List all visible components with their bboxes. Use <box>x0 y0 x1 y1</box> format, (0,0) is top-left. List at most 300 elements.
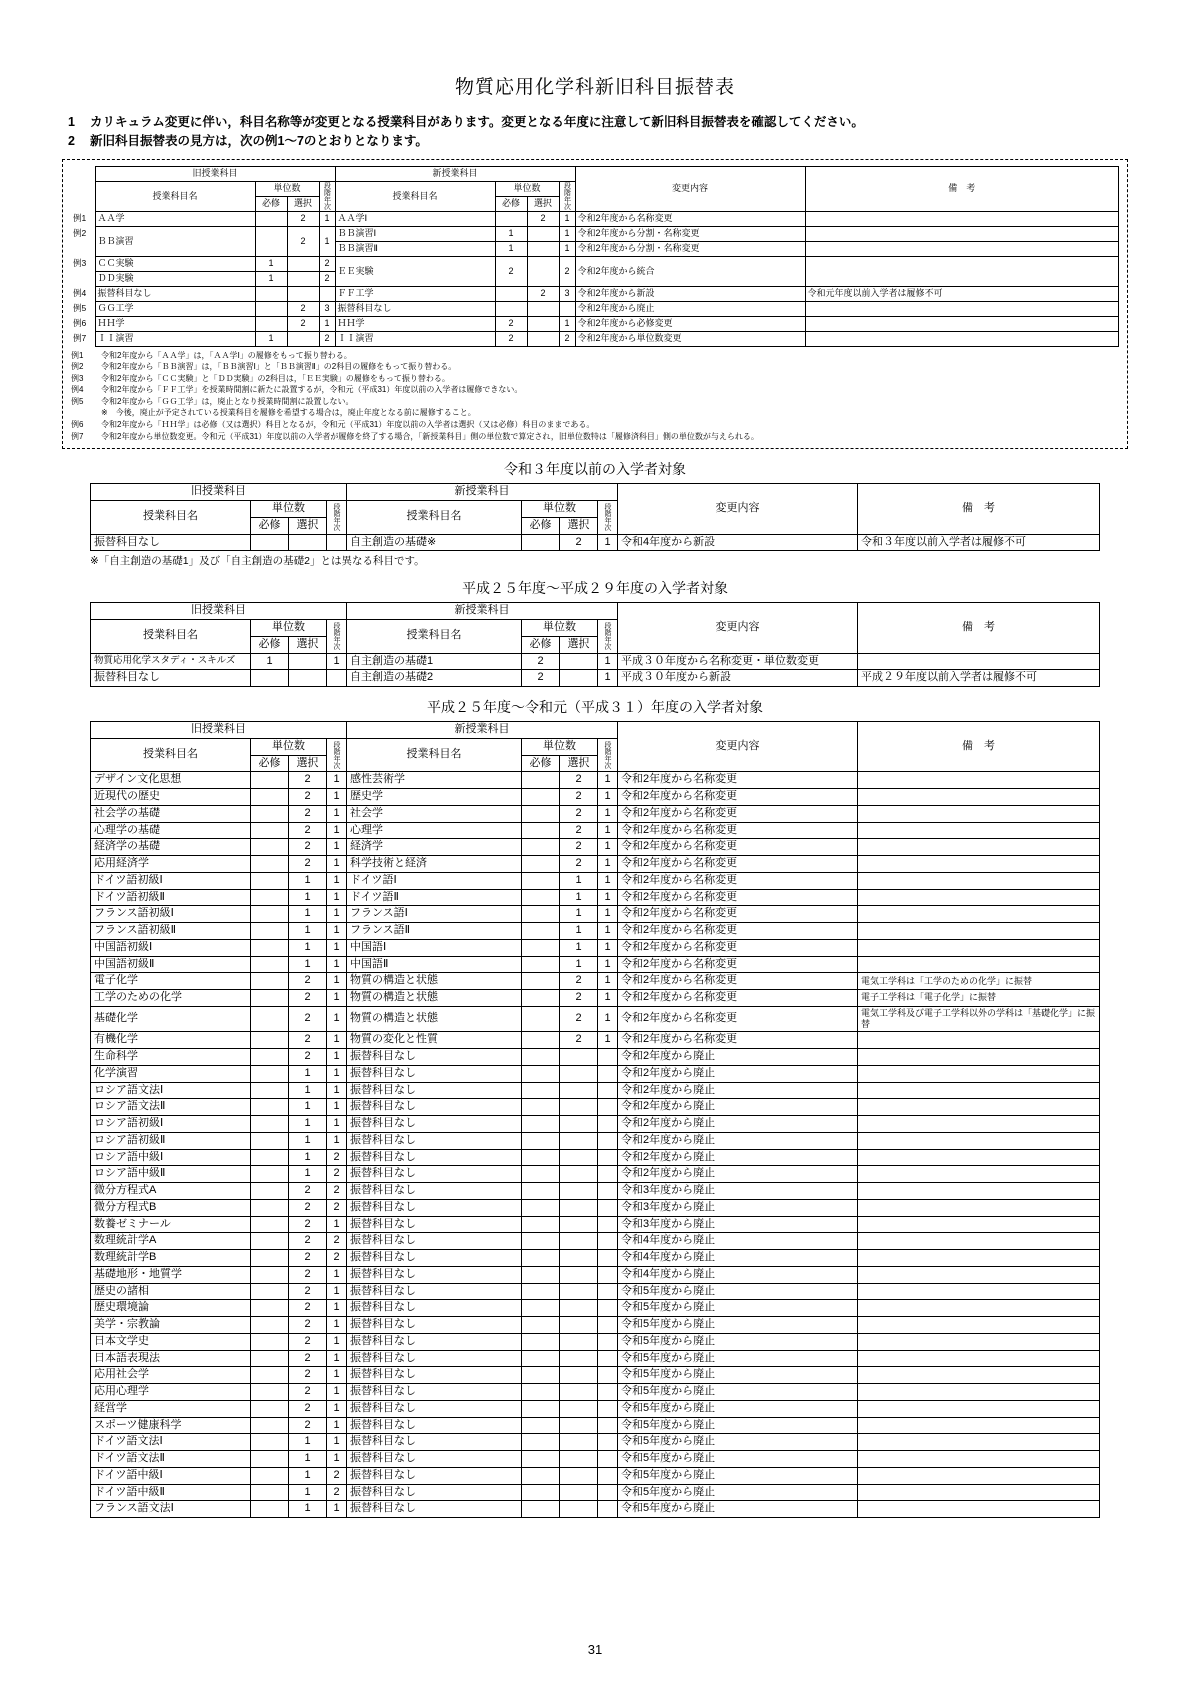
remarks <box>858 839 1100 856</box>
new-required: 2 <box>495 256 527 286</box>
new-elective: 2 <box>560 789 598 806</box>
old-subject-header: 授業科目名 <box>91 501 251 535</box>
new-required: 2 <box>495 316 527 331</box>
old-required <box>251 1166 289 1183</box>
remarks-header: 備 考 <box>858 484 1100 534</box>
new-required <box>522 889 560 906</box>
change-content: 令和2年度から廃止 <box>575 301 805 316</box>
new-subject: 振替科目なし <box>347 1216 522 1233</box>
old-elective: 1 <box>289 1116 327 1133</box>
old-subject: ＢＢ演習 <box>95 226 255 256</box>
change-content: 令和4年度から廃止 <box>618 1233 858 1250</box>
new-year <box>598 1400 618 1417</box>
new-year: 1 <box>598 939 618 956</box>
new-required <box>522 1367 560 1384</box>
old-required <box>251 1199 289 1216</box>
change-content: 令和2年度から必修変更 <box>575 316 805 331</box>
change-content: 令和3年度から廃止 <box>618 1199 858 1216</box>
old-subject: ＣＣ実験 <box>95 256 255 271</box>
new-required <box>522 1434 560 1451</box>
new-subject: 振替科目なし <box>347 1283 522 1300</box>
new-subject: 経済学 <box>347 839 522 856</box>
change-content: 令和2年度から廃止 <box>618 1065 858 1082</box>
example-label: 例3 <box>73 257 87 268</box>
new-elective: 2 <box>560 839 598 856</box>
new-year: 2 <box>559 331 575 346</box>
new-subject: 中国語Ⅱ <box>347 956 522 973</box>
new-elective <box>560 1049 598 1066</box>
note-item <box>68 113 1128 132</box>
old-elective: 2 <box>289 1400 327 1417</box>
new-elective <box>527 241 559 256</box>
new-year <box>598 1317 618 1334</box>
new-required <box>522 1082 560 1099</box>
old-elective: 2 <box>289 822 327 839</box>
remarks <box>858 1049 1100 1066</box>
old-required <box>251 939 289 956</box>
new-required <box>522 1149 560 1166</box>
old-elective: 2 <box>289 1216 327 1233</box>
old-elective: 2 <box>289 772 327 789</box>
new-subject: 心理学 <box>347 822 522 839</box>
new-required <box>522 1417 560 1434</box>
new-required <box>522 1032 560 1049</box>
new-year: 1 <box>598 789 618 806</box>
table-row <box>71 256 1119 271</box>
new-year: 1 <box>559 226 575 241</box>
remarks: 電気工学科及び電子工学科以外の学科は「基礎化学」に振替 <box>858 1006 1100 1032</box>
new-group-header: 新授業科目 <box>347 484 618 501</box>
new-elective: 2 <box>527 286 559 301</box>
old-required <box>251 789 289 806</box>
example-label: 例5 <box>73 302 87 313</box>
new-required <box>522 1317 560 1334</box>
old-required <box>251 856 289 873</box>
table-row <box>91 1250 1100 1267</box>
old-subject: 有機化学 <box>91 1032 251 1049</box>
change-content: 令和2年度から分割・名称変更 <box>575 226 805 241</box>
table-row <box>91 772 1100 789</box>
old-subject: 振替科目なし <box>95 286 255 301</box>
old-elective: 1 <box>289 1434 327 1451</box>
remarks <box>858 822 1100 839</box>
old-year: 2 <box>327 1467 347 1484</box>
table-row <box>91 1216 1100 1233</box>
new-group-header: 新授業科目 <box>347 722 618 739</box>
old-subject: ロシア語文法Ⅱ <box>91 1099 251 1116</box>
old-year: 1 <box>319 226 335 256</box>
new-year <box>598 1099 618 1116</box>
old-year: 1 <box>327 939 347 956</box>
old-subject: 中国語初級Ⅱ <box>91 956 251 973</box>
new-required <box>522 906 560 923</box>
new-subject: 振替科目なし <box>347 1099 522 1116</box>
remarks <box>858 906 1100 923</box>
new-required <box>522 839 560 856</box>
remarks <box>858 1250 1100 1267</box>
section-title-1: 令和３年度以前の入学者対象 <box>504 461 686 478</box>
change-content: 令和2年度から廃止 <box>618 1149 858 1166</box>
intro-notes <box>68 113 1128 151</box>
table-row <box>91 1166 1100 1183</box>
old-year: 1 <box>327 1333 347 1350</box>
change-content: 令和2年度から名称変更 <box>618 923 858 940</box>
old-year: 1 <box>327 1400 347 1417</box>
old-year: 1 <box>327 1300 347 1317</box>
new-subject: 振替科目なし <box>347 1132 522 1149</box>
old-subject-header: 授業科目名 <box>91 738 251 772</box>
old-required <box>251 923 289 940</box>
new-elective <box>560 1300 598 1317</box>
remarks: 平成２９年度以前入学者は履修不可 <box>858 670 1100 687</box>
example-label <box>71 271 95 286</box>
old-elective: 2 <box>289 1384 327 1401</box>
change-content: 令和5年度から廃止 <box>618 1467 858 1484</box>
new-subject: 振替科目なし <box>347 1166 522 1183</box>
remarks <box>858 1216 1100 1233</box>
new-elective: 2 <box>560 805 598 822</box>
old-subject: ＨＨ学 <box>95 316 255 331</box>
new-year <box>598 1417 618 1434</box>
old-year: 2 <box>327 1166 347 1183</box>
new-year: 1 <box>598 990 618 1007</box>
remarks <box>858 1384 1100 1401</box>
old-elective: 1 <box>289 1099 327 1116</box>
old-elective: 1 <box>289 956 327 973</box>
change-content: 令和5年度から廃止 <box>618 1400 858 1417</box>
change-content: 令和2年度から廃止 <box>618 1099 858 1116</box>
remarks <box>858 1116 1100 1133</box>
new-subject: ＢＢ演習Ⅱ <box>335 241 495 256</box>
new-required-header: 必修 <box>522 755 560 772</box>
new-required <box>522 1199 560 1216</box>
new-required <box>522 1116 560 1133</box>
old-credits-header: 単位数 <box>255 181 319 196</box>
old-elective: 1 <box>289 1149 327 1166</box>
new-required <box>522 939 560 956</box>
new-required <box>522 956 560 973</box>
new-elective <box>560 1501 598 1518</box>
old-required <box>251 1283 289 1300</box>
change-header: 変更内容 <box>618 603 858 653</box>
old-subject-header: 授業科目名 <box>95 181 255 211</box>
new-subject: 社会学 <box>347 805 522 822</box>
transfer-table-1 <box>90 483 1100 551</box>
change-content: 令和4年度から廃止 <box>618 1266 858 1283</box>
new-year <box>598 1333 618 1350</box>
old-year: 2 <box>327 1183 347 1200</box>
old-required <box>251 772 289 789</box>
old-required-header: 必修 <box>251 755 289 772</box>
remarks <box>858 1082 1100 1099</box>
example-label <box>71 241 95 256</box>
table-row <box>91 1082 1100 1099</box>
old-group-header: 旧授業科目 <box>91 603 347 620</box>
table-row <box>91 906 1100 923</box>
old-elective: 2 <box>289 1350 327 1367</box>
new-elective <box>560 1149 598 1166</box>
old-year: 1 <box>327 1417 347 1434</box>
new-elective <box>527 226 559 241</box>
new-subject: 振替科目なし <box>347 1233 522 1250</box>
old-subject: 生命科学 <box>91 1049 251 1066</box>
change-content: 令和2年度から名称変更 <box>618 872 858 889</box>
note-text: カリキュラム変更に伴い，科目名称等が変更となる授業科目があります。変更となる年度に注意して新旧科目振替表を確認してください。 <box>90 115 864 129</box>
new-elective <box>560 1266 598 1283</box>
change-content: 令和2年度から廃止 <box>618 1116 858 1133</box>
new-year <box>598 1384 618 1401</box>
change-content: 令和2年度から名称変更 <box>618 839 858 856</box>
change-content: 平成３０年度から名称変更・単位数変更 <box>618 653 858 670</box>
new-year: 1 <box>598 956 618 973</box>
table-row <box>91 939 1100 956</box>
new-subject: 科学技術と経済 <box>347 856 522 873</box>
old-year: 1 <box>319 316 335 331</box>
new-subject: 振替科目なし <box>347 1199 522 1216</box>
table-row <box>71 211 1119 226</box>
new-elective <box>560 1250 598 1267</box>
example-label: 例2 <box>73 227 87 238</box>
old-elective: 1 <box>289 906 327 923</box>
new-year <box>598 1300 618 1317</box>
change-header: 変更内容 <box>618 484 858 534</box>
new-required <box>522 1099 560 1116</box>
change-content: 令和2年度から名称変更 <box>575 211 805 226</box>
old-year: 1 <box>327 1367 347 1384</box>
new-subject: 自主創造の基礎1 <box>347 653 522 670</box>
new-year: 1 <box>598 889 618 906</box>
new-year <box>598 1350 618 1367</box>
new-subject: 振替科目なし <box>347 1149 522 1166</box>
new-elective <box>560 1367 598 1384</box>
new-elective <box>560 653 598 670</box>
remarks <box>805 241 1118 256</box>
new-year: 1 <box>598 653 618 670</box>
old-year: 2 <box>319 331 335 346</box>
example-table <box>71 166 1119 347</box>
remarks <box>858 1099 1100 1116</box>
old-required-header: 必修 <box>255 196 287 211</box>
old-year <box>327 670 347 687</box>
old-year: 1 <box>327 856 347 873</box>
new-subject: ドイツ語Ⅰ <box>347 872 522 889</box>
new-subject: 振替科目なし <box>347 1065 522 1082</box>
change-content: 令和2年度から名称変更 <box>618 906 858 923</box>
remarks <box>858 1300 1100 1317</box>
old-elective: 2 <box>289 1233 327 1250</box>
remarks <box>858 856 1100 873</box>
old-year-header: 段階年次 <box>319 181 335 211</box>
new-elective: 1 <box>560 872 598 889</box>
new-subject: 振替科目なし <box>347 1350 522 1367</box>
table-row <box>71 316 1119 331</box>
old-required <box>251 956 289 973</box>
example-footnote: 例2 令和2年度から「ＢＢ演習」は，「ＢＢ演習Ⅰ」と「ＢＢ演習Ⅱ」の2科目の履修をもって振り替わる。 <box>71 362 457 372</box>
old-subject: 歴史環境論 <box>91 1300 251 1317</box>
old-year: 1 <box>327 1216 347 1233</box>
change-content: 令和2年度から名称変更 <box>618 889 858 906</box>
change-content: 令和2年度から名称変更 <box>618 990 858 1007</box>
remarks <box>858 1417 1100 1434</box>
table-row <box>91 789 1100 806</box>
old-required <box>251 1467 289 1484</box>
new-subject: ドイツ語Ⅱ <box>347 889 522 906</box>
remarks <box>858 1317 1100 1334</box>
new-required <box>522 1216 560 1233</box>
old-required <box>251 1317 289 1334</box>
new-elective: 2 <box>560 1006 598 1032</box>
remarks <box>858 1350 1100 1367</box>
table-row <box>91 1484 1100 1501</box>
old-year: 1 <box>327 1049 347 1066</box>
table-row <box>91 1417 1100 1434</box>
table-row <box>91 1333 1100 1350</box>
remarks <box>858 1467 1100 1484</box>
new-required <box>522 1333 560 1350</box>
change-content: 令和2年度から新設 <box>575 286 805 301</box>
remarks <box>805 316 1118 331</box>
old-group-header: 旧授業科目 <box>91 484 347 501</box>
new-subject: 物質の変化と性質 <box>347 1032 522 1049</box>
old-subject: デザイン文化思想 <box>91 772 251 789</box>
table-row <box>91 1049 1100 1066</box>
transfer-table-3 <box>90 721 1100 1518</box>
old-subject: ＧＧ工学 <box>95 301 255 316</box>
new-year: 1 <box>598 872 618 889</box>
new-year <box>598 1250 618 1267</box>
old-credits-header: 単位数 <box>251 620 327 637</box>
new-credits-header: 単位数 <box>495 181 559 196</box>
new-subject: 振替科目なし <box>347 1300 522 1317</box>
old-year: 1 <box>327 1006 347 1032</box>
table-row <box>71 301 1119 316</box>
page-title: 物質応用化学科新旧科目振替表 <box>454 77 735 98</box>
new-required <box>495 286 527 301</box>
old-year: 1 <box>327 1099 347 1116</box>
old-year: 2 <box>327 1484 347 1501</box>
new-year <box>598 1434 618 1451</box>
old-subject: 工学のための化学 <box>91 990 251 1007</box>
new-required <box>522 1132 560 1149</box>
new-year: 1 <box>598 973 618 990</box>
old-required <box>255 286 287 301</box>
note-number: 1 <box>68 115 75 129</box>
old-year: 1 <box>327 1032 347 1049</box>
old-subject: 基礎化学 <box>91 1006 251 1032</box>
new-elective <box>560 1400 598 1417</box>
old-required <box>251 990 289 1007</box>
change-content: 令和2年度から名称変更 <box>618 956 858 973</box>
remarks <box>858 1149 1100 1166</box>
remarks <box>858 1333 1100 1350</box>
new-year <box>598 1199 618 1216</box>
new-year: 1 <box>598 923 618 940</box>
old-elective: 2 <box>289 805 327 822</box>
remarks: 電子工学科は「電子化学」に振替 <box>858 990 1100 1007</box>
old-elective: 2 <box>289 1266 327 1283</box>
old-year: 1 <box>327 1501 347 1518</box>
change-content: 令和5年度から廃止 <box>618 1367 858 1384</box>
new-required <box>522 1300 560 1317</box>
new-year <box>598 1065 618 1082</box>
old-elective-header: 選択 <box>289 755 327 772</box>
new-year: 1 <box>598 772 618 789</box>
new-elective <box>527 301 559 316</box>
note-number: 2 <box>68 133 75 148</box>
new-year: 2 <box>559 256 575 286</box>
new-required-header: 必修 <box>522 636 560 653</box>
table-row <box>91 1149 1100 1166</box>
new-elective: 2 <box>560 990 598 1007</box>
old-required <box>251 805 289 822</box>
new-subject-header: 授業科目名 <box>347 620 522 654</box>
new-required: 1 <box>495 241 527 256</box>
new-required <box>522 1049 560 1066</box>
table-row <box>91 1266 1100 1283</box>
new-year <box>598 1467 618 1484</box>
old-required <box>251 973 289 990</box>
new-elective <box>560 1467 598 1484</box>
new-required-header: 必修 <box>495 196 527 211</box>
old-required <box>251 822 289 839</box>
old-subject: 社会学の基礎 <box>91 805 251 822</box>
remarks <box>858 1032 1100 1049</box>
new-required <box>522 973 560 990</box>
old-required <box>251 1417 289 1434</box>
old-required <box>251 1350 289 1367</box>
new-year <box>598 1367 618 1384</box>
note-item <box>68 132 1128 151</box>
new-subject-header: 授業科目名 <box>347 738 522 772</box>
change-content: 平成３０年度から新設 <box>618 670 858 687</box>
remarks <box>858 1065 1100 1082</box>
change-content: 令和5年度から廃止 <box>618 1333 858 1350</box>
old-elective: 2 <box>287 226 319 256</box>
old-year: 1 <box>327 1082 347 1099</box>
new-year: 1 <box>598 805 618 822</box>
new-required <box>522 822 560 839</box>
remarks <box>858 889 1100 906</box>
old-year <box>327 534 347 551</box>
change-content: 令和5年度から廃止 <box>618 1434 858 1451</box>
old-elective: 1 <box>289 923 327 940</box>
new-year <box>598 1283 618 1300</box>
old-year-header: 段階年次 <box>327 501 347 535</box>
new-subject: ＥＥ実験 <box>335 256 495 286</box>
table-row <box>91 839 1100 856</box>
table-row <box>91 1434 1100 1451</box>
old-subject: 基礎地形・地質学 <box>91 1266 251 1283</box>
new-subject: 振替科目なし <box>347 1417 522 1434</box>
old-subject: 微分方程式B <box>91 1199 251 1216</box>
remarks <box>805 256 1118 286</box>
old-year: 1 <box>327 653 347 670</box>
old-subject: ドイツ語文法Ⅱ <box>91 1451 251 1468</box>
new-elective <box>560 1484 598 1501</box>
table-row <box>91 923 1100 940</box>
old-elective: 2 <box>289 1049 327 1066</box>
new-subject: ＨＨ学 <box>335 316 495 331</box>
table-row <box>91 1317 1100 1334</box>
remarks <box>805 301 1118 316</box>
new-required <box>522 1400 560 1417</box>
new-elective: 2 <box>560 856 598 873</box>
old-required <box>251 906 289 923</box>
change-content: 令和4年度から新設 <box>618 534 858 551</box>
remarks: 令和元年度以前入学者は履修不可 <box>805 286 1118 301</box>
old-year: 1 <box>327 1384 347 1401</box>
change-content: 令和2年度から名称変更 <box>618 939 858 956</box>
